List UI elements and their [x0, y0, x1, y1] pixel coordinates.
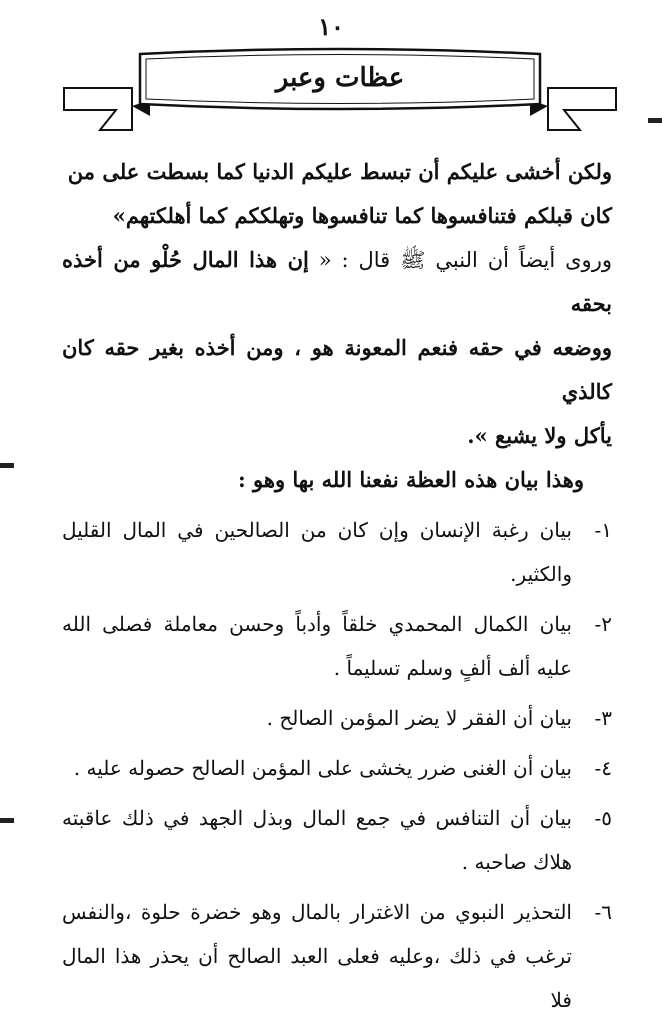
edge-mark — [0, 818, 14, 823]
edge-mark — [0, 463, 14, 468]
chapter-banner — [60, 44, 620, 134]
item-number: ٣- — [594, 706, 612, 730]
lessons-intro: وهذا بيان هذه العظة نفعنا الله بها وهو : — [237, 467, 584, 492]
hadith-line — [62, 238, 612, 326]
item-number: ٥- — [594, 806, 612, 830]
hadith-quote: إن هذا المال حُلْو من أخذه بحقه — [62, 247, 612, 316]
item-number: ٦- — [594, 900, 612, 924]
list-item — [62, 596, 612, 690]
item-text: بيان رغبة الإنسان وإن كان من الصالحين في المال القليل والكثير. — [62, 518, 572, 586]
hadith-line: ووضعه في حقه فنعم المعونة هو ، ومن أخذه بغير حقه كان كالذي — [62, 335, 612, 404]
item-text: بيان الكمال المحمدي خلقاً وأدباً وحسن معاملة فصلى الله عليه ألف ألفٍ وسلم تسليماً . — [62, 612, 572, 680]
hadith-line: يأكل ولا يشبع ». — [467, 423, 612, 448]
item-number: ٢- — [594, 612, 612, 636]
hadith-line: كان قبلكم فتنافسوها كما تنافسوها وتهلككم كما أهلكتهم» — [112, 203, 612, 228]
list-item — [62, 884, 612, 1022]
list-item — [62, 790, 612, 884]
edge-mark — [648, 118, 662, 123]
list-item — [62, 502, 612, 596]
item-text: بيان أن الفقر لا يضر المؤمن الصالح . — [266, 706, 572, 730]
item-text: بيان أن التنافس في جمع المال وبذل الجهد في ذلك عاقبته هلاك صاحبه . — [62, 806, 572, 874]
item-text: التحذير النبوي من الاغترار بالمال وهو خضرة حلوة ،والنفس ترغب في ذلك ،وعليه فعلى العبد الصالح أن يحذر هذا المال فلا — [62, 900, 572, 1012]
list-item — [62, 690, 612, 740]
item-number: ١- — [594, 518, 612, 542]
hadith-line: ولكن أخشى عليكم أن تبسط عليكم الدنيا كما بسطت على من — [67, 159, 612, 184]
page-body — [62, 150, 612, 1022]
narration-intro: وروى أيضاً أن النبي ﷺ قال : « — [308, 248, 612, 272]
item-text: بيان أن الغنى ضرر يخشى على المؤمن الصالح حصوله عليه . — [73, 756, 572, 780]
item-number: ٤- — [594, 756, 612, 780]
banner-title: عظات وعبر — [275, 63, 405, 93]
page-number: ١٠ — [318, 12, 344, 41]
list-item — [62, 740, 612, 790]
